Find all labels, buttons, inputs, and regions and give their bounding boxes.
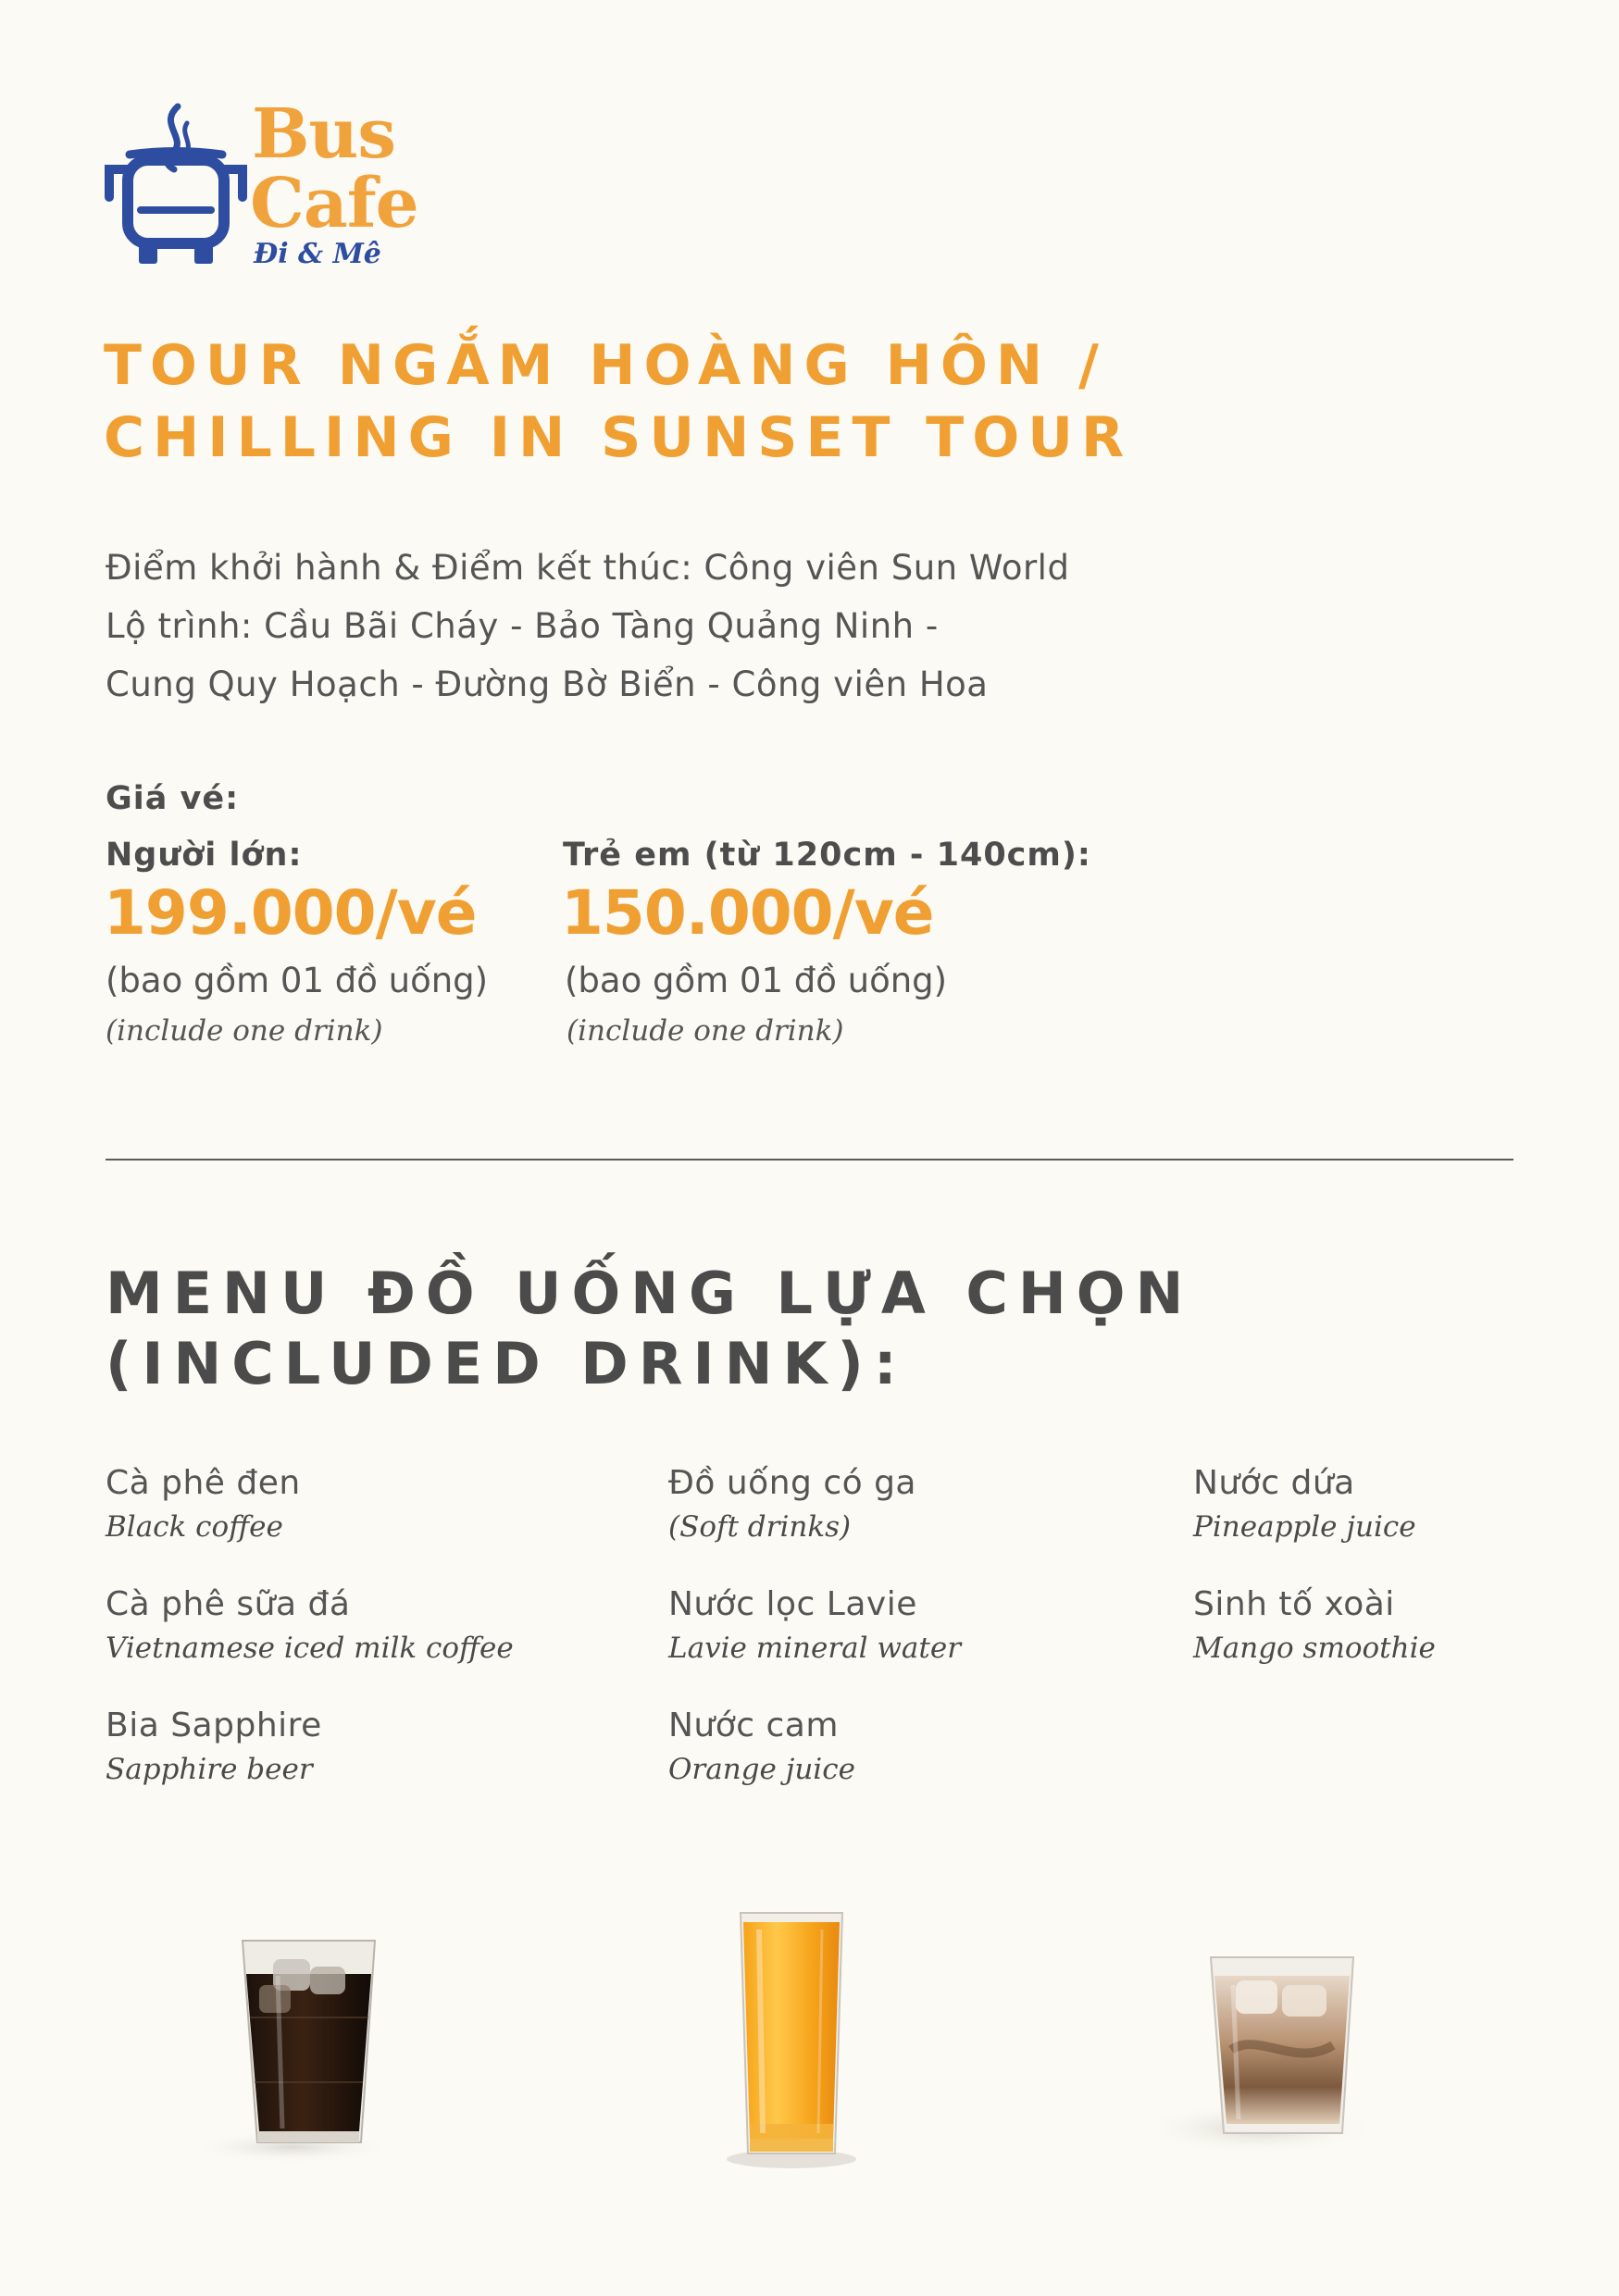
- drink-item: [106, 1586, 514, 1664]
- adult-include-en: (include one drink): [106, 1014, 383, 1048]
- child-label: Trẻ em (từ 120cm - 140cm):: [563, 837, 1091, 874]
- drink-name-en: Black coffee: [106, 1509, 283, 1544]
- drink-item: [668, 1586, 961, 1664]
- tour-title-line-2: CHILLING IN SUNSET TOUR: [104, 405, 1133, 470]
- drink-name-vi: Cà phê sữa đá: [106, 1585, 351, 1623]
- iced-black-coffee-photo: [185, 1920, 417, 2170]
- child-include-vi: (bao gồm 01 đồ uống): [565, 961, 948, 1000]
- drink-name-vi: Nước lọc Lavie: [668, 1585, 917, 1623]
- drink-name-vi: Nước dứa: [1193, 1464, 1355, 1502]
- adult-include-vi: (bao gồm 01 đồ uống): [106, 961, 489, 1000]
- logo-text-cafe: Cafe: [250, 164, 418, 243]
- tour-title-line-1: TOUR NGẮM HOÀNG HÔN /: [104, 333, 1107, 398]
- iced-milk-coffee-photo: [1148, 1939, 1407, 2161]
- drink-name-en: (Soft drinks): [668, 1509, 852, 1544]
- drink-name-en: Vietnamese iced milk coffee: [106, 1631, 514, 1665]
- drink-item: [668, 1707, 855, 1785]
- adult-price: 199.000/vé: [104, 877, 477, 949]
- drink-name-vi: Sinh tố xoài: [1193, 1585, 1395, 1623]
- adult-label: Người lớn:: [106, 837, 303, 874]
- drink-name-en: Orange juice: [668, 1752, 855, 1786]
- logo-text-bus: Bus: [252, 94, 396, 174]
- drink-name-vi: Cà phê đen: [106, 1464, 301, 1502]
- drink-item: [1193, 1465, 1416, 1543]
- drink-name-en: Lavie mineral water: [668, 1631, 962, 1665]
- orange-juice-photo: [713, 1902, 870, 2170]
- bus-cafe-logo-icon: [102, 97, 250, 268]
- drink-name-vi: Nước cam: [668, 1706, 839, 1744]
- price-label: Giá vé:: [106, 780, 240, 817]
- menu-title-line-2: (INCLUDED DRINK):: [106, 1330, 907, 1397]
- drink-item: [1193, 1586, 1436, 1664]
- drink-name-en: Sapphire beer: [106, 1752, 313, 1786]
- logo-tagline: Đi & Mê: [254, 238, 381, 270]
- drink-name-en: Pineapple juice: [1193, 1509, 1416, 1544]
- tour-info-start-end: Điểm khởi hành & Điểm kết thúc: Công viên Sun World: [106, 548, 1070, 588]
- drink-item: [106, 1707, 322, 1785]
- section-divider: [106, 1159, 1513, 1160]
- tour-info-route-2: Cung Quy Hoạch - Đường Bờ Biển - Công viên Hoa: [106, 664, 989, 704]
- child-price: 150.000/vé: [561, 877, 934, 949]
- drink-item: [668, 1465, 916, 1543]
- drink-name-vi: Bia Sapphire: [106, 1706, 322, 1744]
- drink-name-vi: Đồ uống có ga: [668, 1464, 916, 1502]
- tour-info-route-1: Lộ trình: Cầu Bãi Cháy - Bảo Tàng Quảng Ninh -: [106, 606, 939, 646]
- drink-item: [106, 1465, 301, 1543]
- child-include-en: (include one drink): [567, 1014, 844, 1048]
- drink-name-en: Mango smoothie: [1193, 1631, 1436, 1665]
- menu-title-line-1: MENU ĐỒ UỐNG LỰA CHỌN: [106, 1260, 1194, 1327]
